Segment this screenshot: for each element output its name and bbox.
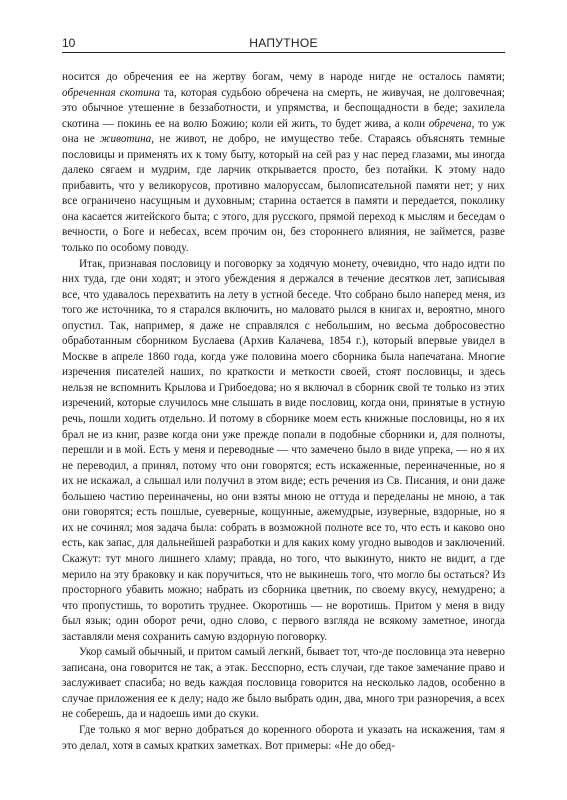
text-run: Где только я мог верно добраться до коренного оборота и указать на искажения, там я это делал, хотя в самых кратких заметках. Вот примеры: «Не до обед- [62,723,505,752]
text-run: Итак, признавая пословицу и поговорку за ходячую монету, очевидно, что надо идти по них туда, где они ходят; и этого убеждения я держался в течение десятков лет, записывая все, что удавалось перехватить на лету в устной беседе. Что собрано было наперед меня, из того же источника, то я старался включить, но маловато рылся в книгах и, вероятно, много опустил. Так, например, я даже не справлялся с небольшим, но весьма добросовестно обработанным сборником Буслаева (Архив Калачева, 1854 г.), который впервые увидел в Москве в апреле 1860 года, когда уже половина моего сборника была напечатана. Многие изречения писателей наших, по краткости и меткости своей, стоят пословицы, и здесь нельзя не вспомнить Крылова и Грибоедова; но я включал в сборник свой те только из этих изречений, которые случилось мне слышать в виде пословиц, когда они, принятые в устную речь, пошли ходить отдельно. И потому в сборнике моем есть книжные пословицы, но я их брал не из книг, разве когда они уже прежде попали в подобные сборники и, для полноты, перешли и в мой. Есть у меня и переводные — что замечено было в виде упрека, — но я их не переводил, а принял, потому что они говорятся; есть искаженные, переиначенные, но я их не искажал, а слышал или получил в этом виде; есть речения из Св. Писания, и они даже большею частию переиначены, но они взяты мною не оттуда и переделаны не мною, а так они говорятся; есть пошлые, суеверные, кощунные, ажемудрые, изуверные, вздорные, но я их не сочинял; моя задача была: собрать в возможной полноте все то, что есть и каково оно есть, как запас, для дальнейшей разработки и для каких кому угодно выводов и заключений. Скажут: тут много лишнего хламу; правда, но того, что выкинуто, никто не видит, а где мерило на эту браковку и как поручиться, что не выкинешь того, что могло бы остаться? Из просторного убавить можно; набрать из сборника цветник, по своему вкусу, немудрено; а что пропустишь, то воротить труднее. Окоротишь — не воротишь. Притом у меня в виду был язык; один оборот речи, одно слово, с первого взгляда не всякому заметное, иногда заставляли меня сохранить самую вздорную поговорку. [62,257,505,643]
text-run: Укор самый обычный, и притом самый легкий, бывает тот, что-де пословица эта неверно записана, она говорится не так, а этак. Бесспорно, есть случаи, где такое замечание право и заслуживает спасиба; но ведь каждая пословица говорится на несколько ладов, особенно в случае приложения ее к делу; надо же было выбрать один, два, много три разноречия, а всех не соберешь, да и надоешь ими до скуки. [62,646,505,721]
text-run: носится до обречения ее на жертву богам, чему в народе нигде не осталось памяти; [62,71,505,83]
running-title: НАПУТНОЕ [249,36,318,50]
italic-term: животина [100,133,152,146]
paragraph [62,723,505,754]
paragraph [62,645,505,723]
text-run: та, которая судьбою обречена на смерть, не живучая, не долговечная; это обычное утешение в беззаботности, и упрямства, и беспощадности в беде; захилела скотина — покинь ее на волю Божию; коли ей жить, то будет жива, а коли [62,86,505,130]
text-run: , то уж она не [62,117,506,146]
running-head [62,34,505,53]
italic-term: обреченная скотина [62,86,160,99]
paragraph [62,70,505,257]
page-number: 10 [62,36,76,50]
body-text [62,70,505,754]
paragraph [62,257,505,646]
text-run: , не живот, не добро, не имущество тебе. Стараясь объяснять темные пословицы и применять их к тому быту, который на сей раз у нас перед глазами, мы иногда далеко сягаем и мудрим, где ларчик открывается просто, без потайки. К этому надо прибавить, что у великорусов, противно малоруссам, былописательной памяти нет; у них все ограничено насущным и духовным; старина остается в памяти и передается, поколику она касается житейского быта; с этого, для русского, прямой переход к мыслям и беседам о вечности, о Боге и небесах, всем прочим он, без стороннего влияния, не займется, разве только по особому поводу. [62,133,505,255]
italic-term: обречена [428,117,472,130]
